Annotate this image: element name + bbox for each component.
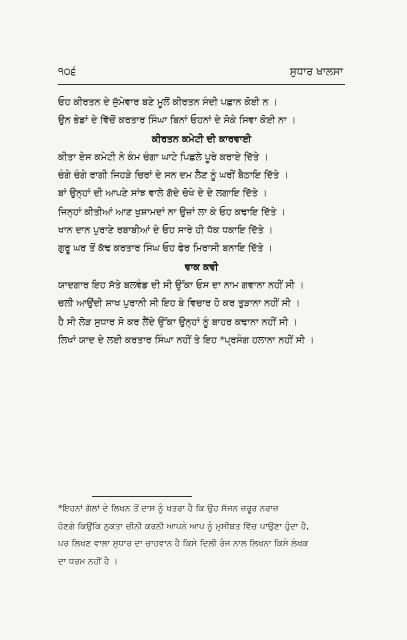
verse-line: ਚੰਗੇ ਚੰਗੇ ਰਾਗੀ ਜਿਹੜੇ ਚਿਰਾਂ ਦੇ ਸਨ ਦਮ ਲੈਣ ਨੂੰ ਘਰੀਂ ਬੈਠਾਇ ਦਿੱਤੇ । <box>58 170 289 182</box>
verse-line: ਯਾਦਗਾਰ ਇਹ ਸੱਤੇ ਬਲਵੰਡ ਦੀ ਸੀ ਉੱਕਾ ਓਸ ਦਾ ਨਾਮ ਗਵਾਨਾ ਨਹੀਂ ਸੀ । <box>58 279 304 291</box>
verse-line: ਓਹ ਕੀਰਤਨ ਦੇ ਜੁੱਮੇਵਾਰ ਬਣੇ ਮੂਲੋਂ ਕੀਰਤਨ ਸੰਦੀ ਪਛਾਨ ਕੋਈ ਨ । <box>58 97 278 108</box>
body-text <box>58 94 345 350</box>
verse-line: ਗੁਰੂ ਘਰ ਤੋਂ ਕੱਢ ਕਰਤਾਰ ਸਿੰਘ ਓਹ ਫੇਰ ਮਿਰਾਸੀ ਬਨਾਇ ਦਿੱਤੇ । <box>58 243 273 255</box>
footnote-divider <box>92 496 192 497</box>
footnote-line: ਦਾ ਧਰਮ ਨਹੀਂ ਹੈ । <box>58 556 118 567</box>
verse-line: ਕੀਤਾ ਏਸ ਕਮੇਟੀ ਨੇ ਕੰਮ ਚੰਗਾ ਘਾਟੇ ਪਿਛਲੇ ਪੂਰੇ ਕਰਾਏ ਦਿੱਤੇ । <box>58 151 269 163</box>
page-number: ੧੦੬ <box>58 66 77 78</box>
footnote <box>58 501 345 571</box>
verse-line: ਲਿਖਾਂ ਯਾਦ ਦੇ ਲਈ ਕਰਤਾਰ ਸਿੰਘਾ ਨਹੀਂ ਤੇ ਇਹ *ਪ੍ਰਸੰਗ ਹਲਾਨਾ ਨਹੀਂ ਸੀ । <box>58 334 315 346</box>
footnote-line: *ਇਹਨਾਂ ਗੱਲਾਂ ਦੇ ਲਿਖਨ ਤੋਂ ਦਾਸ ਨੂੰ ਖਤਰਾ ਹੈ ਕਿ ਉਹ ਸੱਜਨ ਜ਼ਰੂਰ ਨਰਾਜ਼ <box>58 504 279 514</box>
verse-line: ਬਾਂ ਉਨ੍ਹਾਂ ਦੀ ਆਪਣੇ ਸਾਂਝ ਵਾਲੇ ਗੱਦੇ ਚੋਖੇ ਦੇ ਦੇ ਲਗਾਇ ਦਿੱਤੇ । <box>58 188 268 200</box>
section-heading: ਕੀਰਤਨ ਕਮੇਟੀ ਦੀ ਕਾਰਵਾਈ <box>151 133 252 145</box>
verse-line: ਖਾਨ ਦਾਨ ਪੁਰਾਣੇ ਰਬਾਬੀਆਂ ਦੇ ਓਹ ਸਾਰੇ ਹੀ ਧੱਕ ਧਕਾਇ ਦਿੱਤੇ । <box>58 225 273 237</box>
running-title: ਸੁਧਾਰ ਖਾਲਸਾ <box>289 66 343 78</box>
header-divider <box>58 84 345 85</box>
verse-line: ਹੈ ਸੀ ਲੋੜ ਸੁਧਾਰ ਸੋ ਕਰ ਲੈਂਦੇ ਉੱਕਾ ਉਨ੍ਹਾਂ ਨੂੰ ਬਾਹਰ ਕਢਾਨਾ ਨਹੀਂ ਸੀ । <box>58 316 298 328</box>
page-header <box>58 66 343 84</box>
verse-line: ਉਨ ਭੇਡਾਂ ਦੇ ਵਿੱਚੋਂ ਕਰਤਾਰ ਸਿੰਘਾ ਬਿਨਾਂ ਓਹਨਾਂ ਦੇ ਸੋਕੇ ਸਿਵਾ ਕੋਈ ਨਾ । <box>58 115 296 127</box>
verse-line: ਜਿਨ੍ਹਾਂ ਕੀਤੀਆਂ ਆਣ ਖੁਸ਼ਾਮਦਾਂ ਨਾ ਉਜ਼ਾਂ ਲਾ ਕੇ ਓਹ ਕਢਾਇ ਦਿੱਤੇ । <box>58 206 286 218</box>
section-heading: ਵਾਕ ਕਵੀ <box>184 261 219 273</box>
verse-line: ਚਲੀ ਆਉਂਦੀ ਸ਼ਾਖ ਪੁਰਾਨੀ ਸੀ ਇਹ ਬੇ ਵਿਚਾਰ ਹੋ ਕਰ ਤੁੜਾਨਾ ਨਹੀਂ ਸੀ । <box>58 298 300 310</box>
footnote-line: ਹੋਣਗੇ ਕਿਉਂਕਿ ਨੁਕਤਾ ਚੀਨੀ ਕਰਨੀ ਆਪਨੇ ਆਪ ਨੂੰ ਮੁਸੀਬਤ ਵਿੱਚ ਪਾਉਣਾ ਹੁੰਦਾ ਹੈ, <box>58 521 309 532</box>
footnote-line: ਪਰ ਲਿਖਣ ਵਾਲਾ ਸੁਧਾਰ ਦਾ ਚਾਹਵਾਨ ਹੈ ਕਿਸੇ ਦਿਲੀ ਰੰਜ ਨਾਲ ਲਿਖਨਾ ਕਿਸੇ ਲੇਖਕ <box>58 539 309 550</box>
